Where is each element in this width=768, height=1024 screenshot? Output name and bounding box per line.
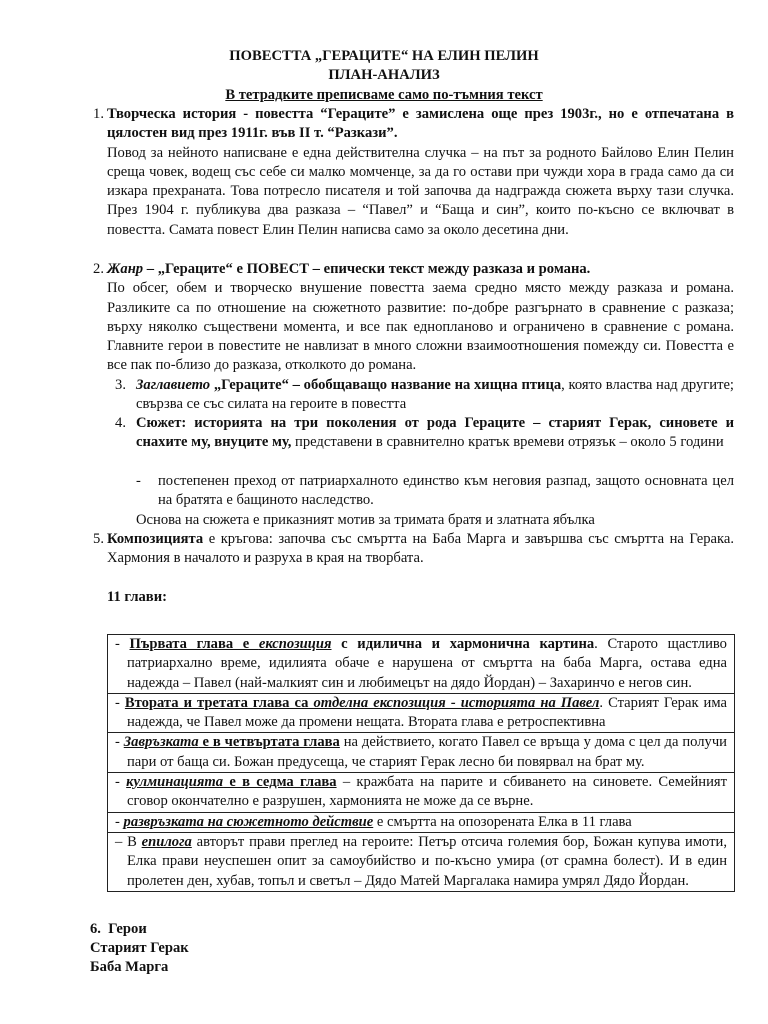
composition-entry — [115, 635, 727, 693]
bullet-dash: - — [136, 473, 141, 489]
entry-prefix: - — [115, 694, 125, 711]
composition-cell — [108, 812, 735, 832]
composition-row — [108, 693, 735, 733]
section-6-number: 6. — [90, 921, 101, 937]
composition-row — [108, 733, 735, 773]
composition-entry — [115, 733, 727, 772]
composition-cell — [108, 635, 735, 694]
document-title: ПОВЕСТТА „ГЕРАЦИТЕ“ НА ЕЛИН ПЕЛИН — [229, 48, 539, 64]
section-1-lead: Творческа история - повестта “Гераците” е замислена още през 1903г., но е отпечатана в цялостен вид през 1911г. във II т. “Разкази”. — [107, 106, 734, 142]
entry-text: е смъртта на опозорената Елка в 11 глава — [373, 813, 632, 830]
copy-instruction: В тетрадките преписваме само по-тъмния текст — [225, 87, 543, 103]
section-4-body: представени в сравнително кратък времеви отрязък – около 5 години — [291, 434, 724, 451]
entry-term: развръзката на сюжетното действие — [123, 813, 374, 830]
section-1-number: 1. — [93, 106, 104, 122]
section-5-composition — [107, 530, 734, 569]
section-3-number: 3. — [115, 377, 126, 393]
section-4-plot — [136, 414, 734, 453]
section-3-body: , която властва над другите; свързва се със силата на героите в повестта — [136, 377, 734, 413]
section-5-lead: Композицията — [107, 531, 204, 547]
section-3-lead-italic: Заглавието — [136, 377, 211, 393]
section-2-genre — [107, 260, 734, 376]
section-3-title — [136, 376, 734, 415]
entry-prefix: - — [115, 774, 127, 791]
entry-prefix: – В — [115, 833, 142, 850]
entry-lead: е в седма глава — [223, 774, 337, 791]
section-4-bullet: постепенен преход от патриархалното единство към неговия разпад, защото основната цел на братята е бащиното наследство. — [158, 473, 734, 509]
composition-row — [108, 832, 735, 891]
section-2-lead-italic: Жанр — [107, 261, 144, 277]
section-1-body: Повод за нейното написване е една действителна случка – на път за родното Байлово Елин Пелин среща човек, водещ със себе си малко момченце, за да го остави при чужди хора в града само да си изкара прехраната. Това потресло писателя и той започва да надгражда сюжета върху тази случка. През 1904 г. публикува два разказа – “Павел” и “Баща и син”, които по-късно се включват в повестта. Самата повест Елин Пелин написва само за около десетина дни. — [107, 144, 734, 238]
composition-row — [108, 635, 735, 694]
composition-cell — [108, 733, 735, 773]
section-2-number: 2. — [93, 261, 104, 277]
section-2-lead: – „Гераците“ е ПОВЕСТ – епически текст между разказа и романа. — [143, 261, 591, 277]
entry-lead: Първата глава е — [129, 636, 259, 652]
section-4-lead: Сюжет: историята на три поколения от рода Гераците – старият Герак, синовете и снахите му, внуците му, — [136, 415, 734, 451]
composition-entry — [115, 773, 727, 812]
entry-text: . Старият Герак има надежда, че Павел може да промени нещата. Втората глава е ретроспективна — [127, 694, 727, 731]
composition-cell — [108, 693, 735, 733]
hero-old-gerak: Старият Герак — [90, 940, 189, 956]
section-5-body: е кръгова: започва със смъртта на Баба Марга и завършва със смъртта на Герака. Хармония в началото и разруха в края на творбата. — [107, 531, 734, 567]
document-subtitle: ПЛАН-АНАЛИЗ — [328, 67, 440, 83]
entry-prefix: - — [115, 813, 124, 830]
section-6-label: Герои — [108, 921, 147, 937]
section-1-creative-history — [107, 105, 734, 240]
composition-cell — [108, 832, 735, 891]
entry-text: – кражбата на парите и сбиването на синовете. Семейният сговор окончателно е разрушен, хармонията не може да се върне. — [127, 774, 728, 810]
entry-lead-tail: с идилична и хармонична картина — [331, 636, 595, 652]
section-3-lead: „Гераците“ – обобщаващо название на хищна птица — [210, 377, 562, 393]
section-4-number: 4. — [115, 415, 126, 431]
composition-entry — [115, 833, 727, 891]
entry-term: отделна експозиция - историята на Павел — [313, 694, 600, 711]
entry-term: Завръзката — [123, 734, 199, 751]
entry-text: на действието, когато Павел се връща у дома с цел да получи пари от баща си. Божан предусеща, че старият Герак лесно би повярвал на брат му. — [127, 734, 727, 770]
section-2-body: По обсег, обем и творческо внушение повестта заема средно място между разказа и романа. Разликите са по отношение на сюжетното развитие: по-добре разгърнато в сравнение с разказа; върху няколко съществени момента, и все пак еднопланово и ограничено в сравнение с романа. Главните герои в повестите не навлизат в много сложни взаимоотношения помежду си. Повестта е все пак по-близо до разказа, отколкото до романа. — [107, 280, 734, 374]
section-5-number: 5. — [93, 531, 104, 547]
entry-term: експозиция — [258, 636, 332, 652]
composition-table — [107, 634, 735, 892]
entry-text: авторът прави преглед на героите: Петър отсича големия бор, Божан купува имоти, Елка прави неуспешен опит за самоубийство и по-късно умира (от срамна болест). И в един пролетен ден, хубав, топъл и светъл – Дядо Матей Маргалака намира умрял Дядо Йордан. — [127, 833, 727, 889]
composition-row — [108, 812, 735, 832]
section-4-basis: Основа на сюжета е приказният мотив за тримата братя и златната ябълка — [136, 512, 595, 528]
entry-lead: е в четвъртата глава — [198, 734, 340, 751]
entry-prefix: - — [115, 636, 130, 652]
hero-baba-marga: Баба Марга — [90, 959, 169, 975]
entry-term: кулминацията — [126, 774, 224, 791]
composition-entry — [115, 813, 727, 832]
entry-text: . Старото щастливо патриархално време, идилията обаче е нарушена от смъртта на баба Марга, остава една надежда – Павел (най-малкият син и любимецът на дядо Йордан) – Захаринчо е негов син. — [127, 636, 727, 691]
composition-row — [108, 773, 735, 813]
section-6-heading — [90, 920, 147, 939]
composition-cell — [108, 773, 735, 813]
entry-term: епилога — [141, 833, 192, 850]
entry-lead: Втората и третата глава са — [124, 694, 314, 711]
chapters-count: 11 глави: — [107, 589, 167, 605]
entry-prefix: - — [115, 734, 124, 751]
composition-entry — [115, 694, 727, 733]
